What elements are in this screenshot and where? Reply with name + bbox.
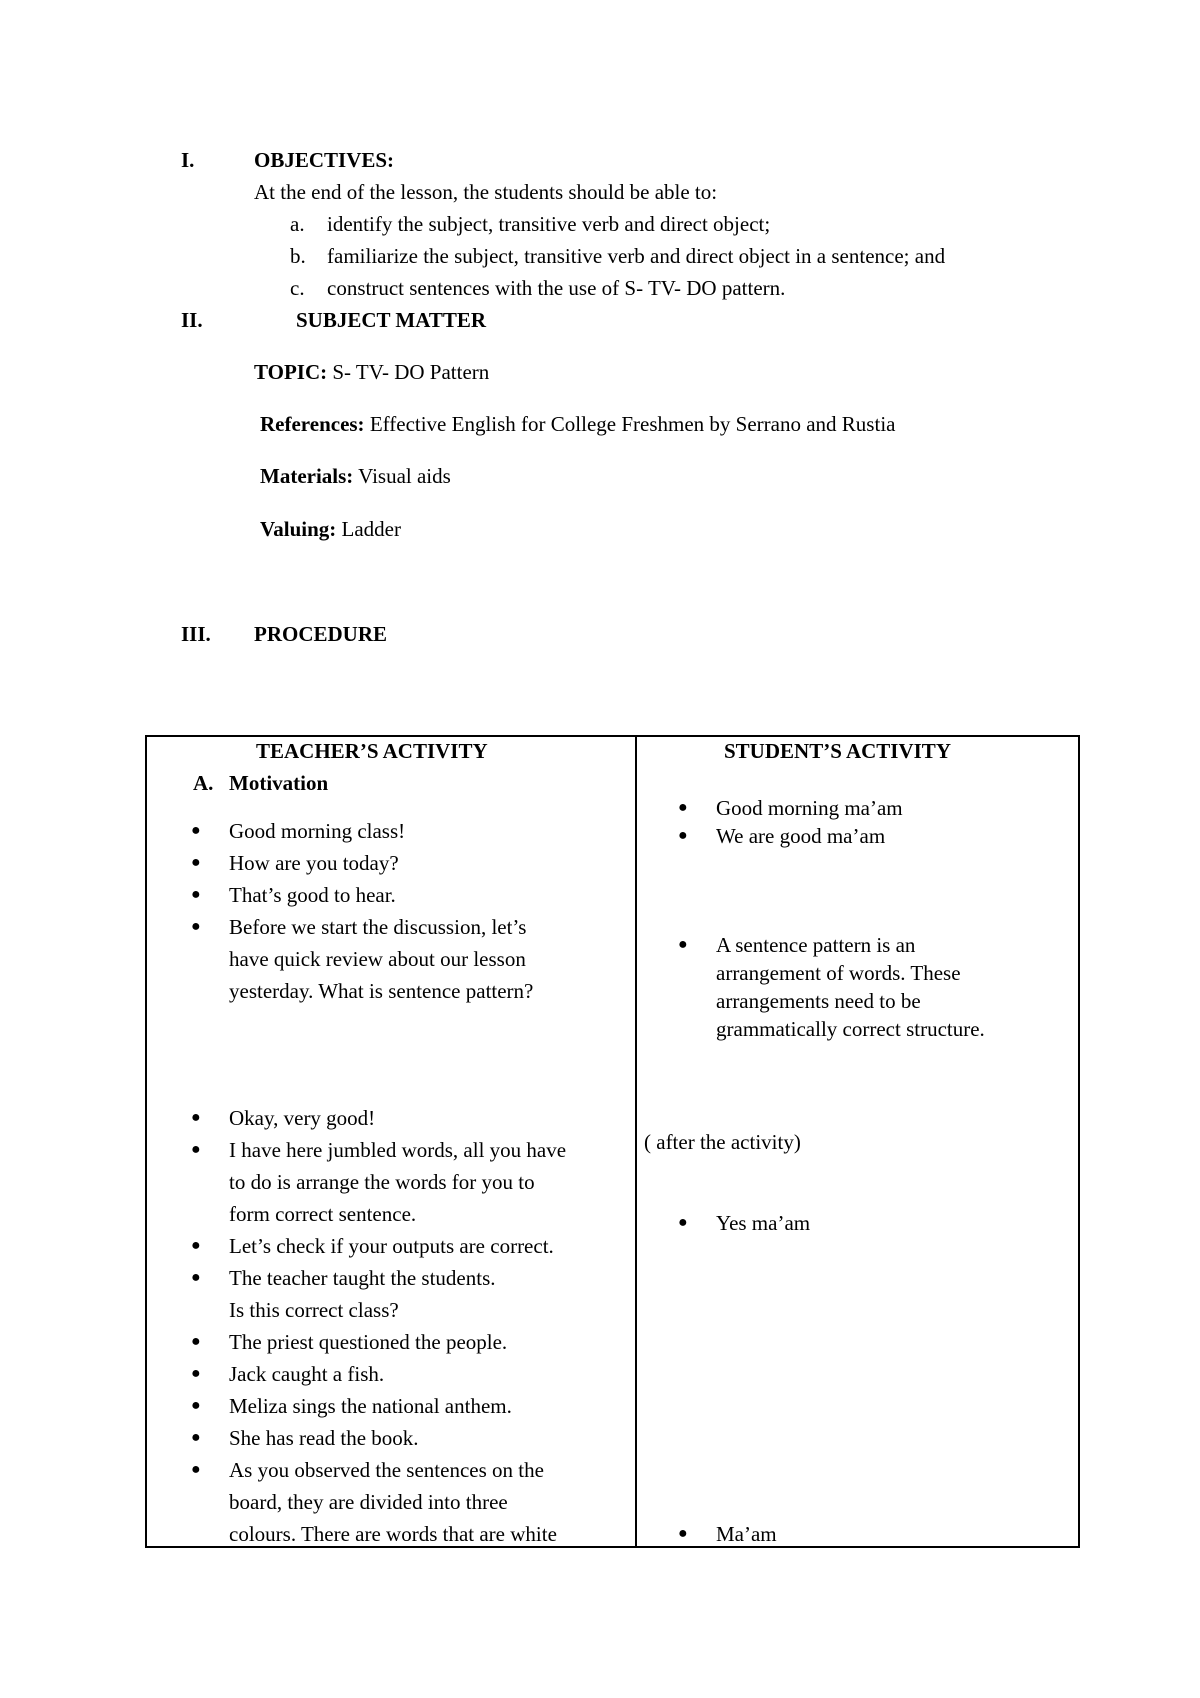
subject-matter-heading: SUBJECT MATTER (296, 308, 487, 332)
references-label: References: (260, 412, 365, 436)
teacher-line: have quick review about our lesson (229, 947, 526, 971)
valuing-label: Valuing: (260, 517, 337, 541)
topic-line (254, 362, 489, 383)
bullet: ● (678, 936, 688, 953)
bullet: ● (191, 918, 201, 935)
teacher-line: Jack caught a fish. (229, 1362, 385, 1386)
objectives-intro: At the end of the lesson, the students should be able to: (254, 180, 718, 204)
references-line (260, 414, 895, 435)
objective-marker: c. (290, 276, 305, 300)
bullet: ● (191, 1365, 201, 1382)
student-line: arrangements need to be (716, 989, 921, 1013)
procedure-heading: PROCEDURE (254, 622, 388, 646)
teacher-line: to do is arrange the words for you to (229, 1170, 535, 1194)
teacher-line: Before we start the discussion, let’s (229, 915, 527, 939)
bullet: ● (678, 799, 688, 816)
objective-item: construct sentences with the use of S- TV- DO pattern. (327, 276, 786, 300)
teacher-line: As you observed the sentences on the (229, 1458, 544, 1482)
bullet: ● (191, 822, 201, 839)
teacher-line: The priest questioned the people. (229, 1330, 508, 1354)
bullet: ● (191, 1461, 201, 1478)
subject-matter-numeral: II. (181, 308, 203, 332)
valuing-line (260, 519, 401, 540)
student-note: ( after the activity) (644, 1130, 801, 1154)
teacher-line: Let’s check if your outputs are correct. (229, 1234, 554, 1258)
materials-label: Materials: (260, 464, 354, 488)
objectives-heading: OBJECTIVES: (254, 148, 395, 172)
student-line: Good morning ma’am (716, 796, 903, 820)
teacher-line: yesterday. What is sentence pattern? (229, 979, 534, 1003)
teacher-line: She has read the book. (229, 1426, 419, 1450)
student-line: grammatically correct structure. (716, 1017, 985, 1041)
student-activity-header: STUDENT’S ACTIVITY (724, 739, 951, 763)
teacher-line: That’s good to hear. (229, 883, 396, 907)
teacher-line: colours. There are words that are white (229, 1522, 557, 1546)
bullet: ● (191, 1237, 201, 1254)
objective-marker: b. (290, 244, 306, 268)
teacher-line: board, they are divided into three (229, 1490, 508, 1514)
student-line: Ma’am (716, 1522, 777, 1546)
section-marker: A. (193, 771, 214, 795)
teacher-line: The teacher taught the students. (229, 1266, 496, 1290)
student-line: A sentence pattern is an (716, 933, 916, 957)
teacher-line: I have here jumbled words, all you have (229, 1138, 567, 1162)
valuing-value: Ladder (341, 517, 401, 541)
bullet: ● (191, 1269, 201, 1286)
objective-item: familiarize the subject, transitive verb and direct object in a sentence; and (327, 244, 946, 268)
bullet: ● (191, 854, 201, 871)
bullet: ● (678, 827, 688, 844)
objectives-numeral: I. (181, 148, 195, 172)
procedure-numeral: III. (181, 622, 211, 646)
bullet: ● (191, 1429, 201, 1446)
teacher-line: Okay, very good! (229, 1106, 376, 1130)
teacher-line: form correct sentence. (229, 1202, 417, 1226)
bullet: ● (678, 1525, 688, 1542)
materials-value: Visual aids (358, 464, 451, 488)
section-title: Motivation (229, 771, 329, 795)
teacher-line: Is this correct class? (229, 1298, 399, 1322)
column-divider (635, 737, 637, 1546)
teacher-line: Good morning class! (229, 819, 406, 843)
student-line: arrangement of words. These (716, 961, 961, 985)
objective-marker: a. (290, 212, 305, 236)
teacher-line: How are you today? (229, 851, 399, 875)
bullet: ● (191, 1333, 201, 1350)
objective-item: identify the subject, transitive verb and direct object; (327, 212, 771, 236)
bullet: ● (191, 886, 201, 903)
student-line: We are good ma’am (716, 824, 886, 848)
bullet: ● (191, 1141, 201, 1158)
materials-line (260, 466, 451, 487)
topic-value: S- TV- DO Pattern (332, 360, 490, 384)
topic-label: TOPIC: (254, 360, 328, 384)
student-line: Yes ma’am (716, 1211, 811, 1235)
teacher-line: Meliza sings the national anthem. (229, 1394, 512, 1418)
bullet: ● (678, 1214, 688, 1231)
references-value: Effective English for College Freshmen by Serrano and Rustia (369, 412, 896, 436)
bullet: ● (191, 1397, 201, 1414)
teacher-activity-header: TEACHER’S ACTIVITY (256, 739, 488, 763)
bullet: ● (191, 1109, 201, 1126)
